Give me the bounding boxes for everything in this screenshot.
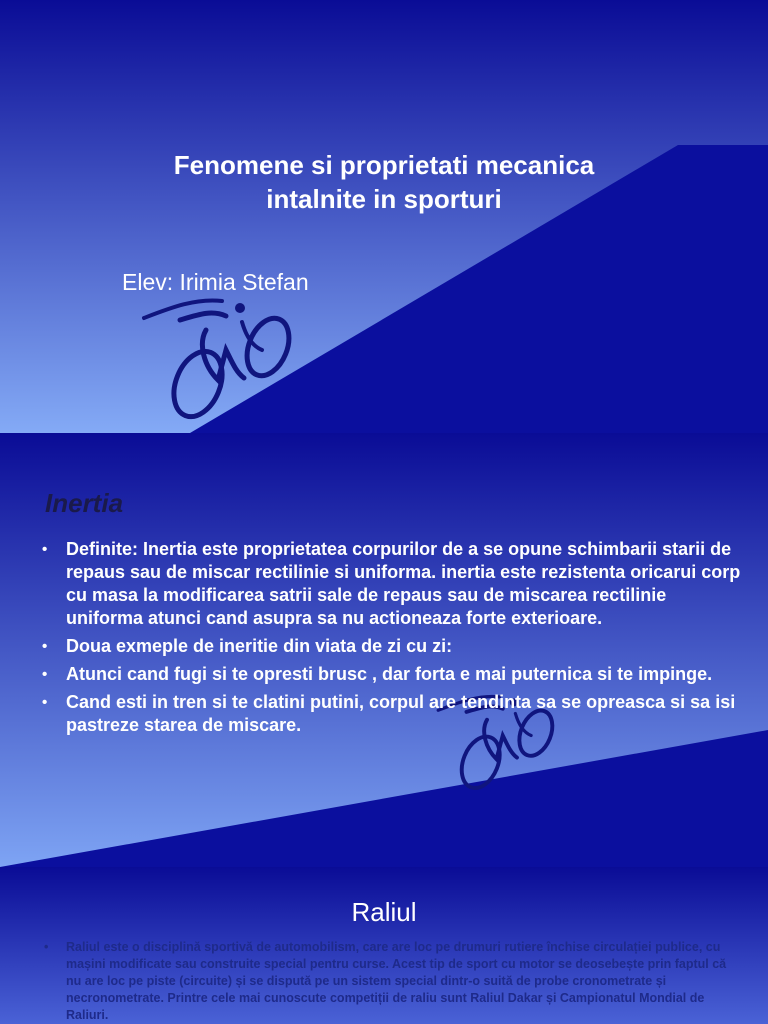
title-line-1: Fenomene si proprietati mecanica	[173, 150, 595, 180]
student-name: Elev: Irimia Stefan	[122, 269, 309, 295]
title-line-2: intalnite in sporturi	[266, 184, 502, 214]
bullet-list	[42, 538, 742, 742]
slide-heading: Inertia	[45, 488, 124, 518]
cyclist-icon	[140, 292, 305, 427]
slide-title-text	[80, 148, 688, 216]
list-item: • Definite: Inertia este proprietatea corpurilor de a se opune schimbarii starii de repaus sau de miscar rectilinie si uniforma. inertia este rezistenta oricarui corp cu masa la modificarea satrii sale de repaus sau de miscarea rectilinie uniforma atunci cand asupra sa nu actioneaza forte exterioare.	[42, 538, 742, 630]
slide-heading: Raliul	[351, 897, 417, 927]
list-item: • Doua exmeple de ineritie din viata de zi cu zi:	[42, 635, 742, 658]
slide-title	[0, 0, 768, 433]
list-item: • Atunci cand fugi si te opresti brusc , dar forta e mai puternica si te impinge.	[42, 663, 742, 686]
list-item: • Raliul este o disciplină sportivă de automobilism, care are loc pe drumuri rutiere închise circulației publice, cu mașini modificate sau construite special pentru curse. Acest tip de sport cu motor se deosebește prin faptul că nu are loc pe piste (circuite) și se dispută pe un sistem special dintr-o suită de probe cronometrate și necronometrate. Printre cele mai cunoscute competiții de raliu sunt Raliul Dakar și Campionatul Mondial de Raliuri.	[44, 939, 734, 1024]
slide-background	[0, 0, 768, 433]
bullet-list	[44, 939, 734, 1024]
slide-rally	[0, 867, 768, 1024]
list-item: • Cand esti in tren si te clatini putini, corpul are tendinta sa se opreasca si sa isi pastreze starea de miscare.	[42, 691, 742, 737]
slide-inertia	[0, 433, 768, 867]
